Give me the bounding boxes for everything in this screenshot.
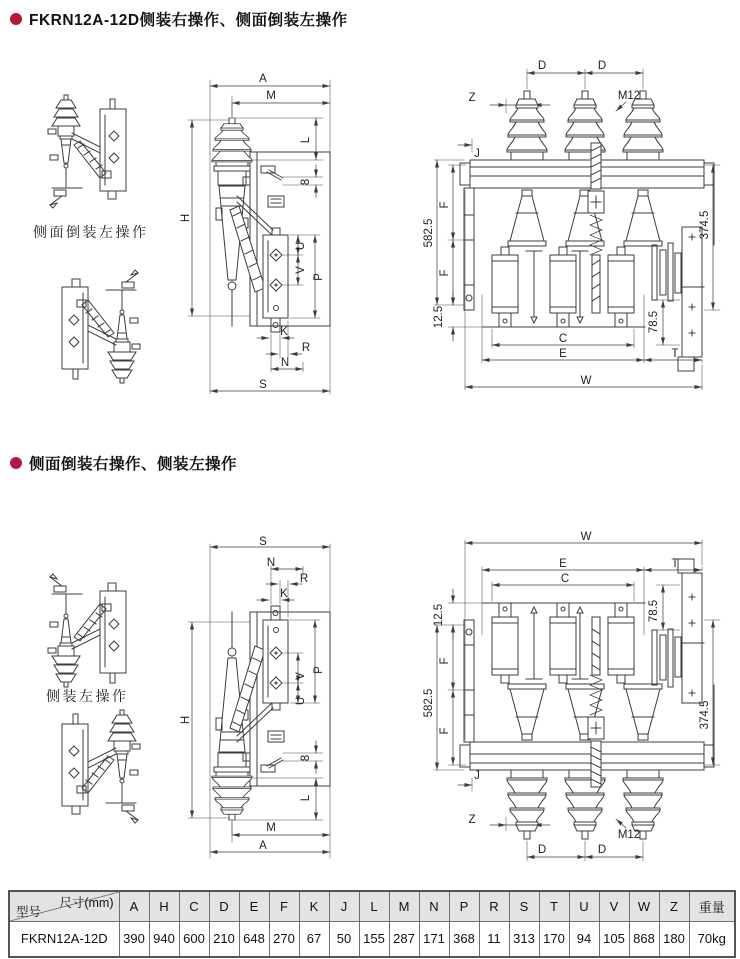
value-cell: 11 <box>479 921 509 957</box>
section1-title-row <box>10 8 348 30</box>
side-label-1: 侧面倒装左操作 <box>33 224 149 240</box>
value-cell: 67 <box>299 921 329 957</box>
value-cell: 170 <box>539 921 569 957</box>
drawing-front-view-2 <box>420 525 740 875</box>
col-header: V <box>599 891 629 921</box>
corner-label-size: 尺寸(mm) <box>59 896 114 910</box>
dim-label-78: 78.5 <box>648 310 660 334</box>
value-cell: 270 <box>269 921 299 957</box>
value-cell: 94 <box>569 921 599 957</box>
value-cell: 313 <box>509 921 539 957</box>
col-header: N <box>419 891 449 921</box>
value-cell: 70kg <box>689 921 735 957</box>
dim-label-D: D <box>597 60 607 72</box>
dim-label-Z: Z <box>468 814 476 826</box>
table-corner-cell <box>9 891 119 921</box>
dim-label-T: T <box>671 348 679 360</box>
col-header: E <box>239 891 269 921</box>
dim-label-F: F <box>439 201 451 209</box>
dim-label-K: K <box>280 588 288 600</box>
value-cell: 648 <box>239 921 269 957</box>
dim-label-F: F <box>439 657 451 665</box>
value-cell: 105 <box>599 921 629 957</box>
sketch-mounted-left-bottom <box>40 710 150 845</box>
dim-label-C: C <box>558 333 568 345</box>
dim-label-S: S <box>259 379 267 391</box>
dim-label-F: F <box>439 727 451 735</box>
value-cell: 50 <box>329 921 359 957</box>
value-cell: 210 <box>209 921 239 957</box>
col-header: K <box>299 891 329 921</box>
section2-title-row <box>10 452 237 474</box>
dim-label-12-5: 12.5 <box>433 305 445 329</box>
dim-label-D: D <box>537 60 547 72</box>
dim-label-K: K <box>280 326 288 338</box>
value-cell: 171 <box>419 921 449 957</box>
dim-label-M12: M12 <box>617 90 641 102</box>
dim-label-E: E <box>559 558 567 570</box>
dimension-table <box>8 890 736 958</box>
dim-label-V: V <box>295 672 307 680</box>
dim-label-P: P <box>313 273 325 281</box>
dim-label-E: E <box>559 348 567 360</box>
dim-label-C: C <box>560 573 570 585</box>
dim-label-H: H <box>180 213 192 223</box>
value-cell: 287 <box>389 921 419 957</box>
dim-label-U: U <box>295 241 307 251</box>
dim-label-W: W <box>580 531 592 543</box>
dim-label-A: A <box>259 73 267 85</box>
dim-label-F: F <box>439 269 451 277</box>
col-header: W <box>629 891 659 921</box>
value-cell: 180 <box>659 921 689 957</box>
sketch-inverted-left-bottom <box>40 248 150 383</box>
dim-label-M12: M12 <box>617 829 641 841</box>
section2-title: 侧面倒装右操作、侧装左操作 <box>29 456 238 473</box>
table-row <box>9 921 735 957</box>
section1-title: FKRN12A-12D侧装右操作、侧面倒装左操作 <box>29 12 348 29</box>
dim-label-582: 582.5 <box>423 688 435 718</box>
dim-label-U: U <box>295 696 307 706</box>
value-cell: 390 <box>119 921 149 957</box>
col-header: H <box>149 891 179 921</box>
col-header: C <box>179 891 209 921</box>
dim-label-T: T <box>671 558 679 570</box>
drawing-side-view-2 <box>180 536 348 880</box>
dim-label-Z: Z <box>468 92 476 104</box>
dim-label-L: L <box>300 794 312 802</box>
col-header: L <box>359 891 389 921</box>
dim-label-R: R <box>299 573 309 585</box>
value-cell: 368 <box>449 921 479 957</box>
value-cell: 600 <box>179 921 209 957</box>
value-cell: 868 <box>629 921 659 957</box>
drawing-side-view-1 <box>180 58 348 398</box>
col-header: 重量 <box>689 891 735 921</box>
sketch-inverted-left-top <box>38 95 148 230</box>
dim-label-H: H <box>180 715 192 725</box>
table-header-row <box>9 891 735 921</box>
section-bullet <box>10 13 22 25</box>
side-label-2: 侧装左操作 <box>46 688 129 704</box>
col-header: D <box>209 891 239 921</box>
value-cell: 155 <box>359 921 389 957</box>
dim-label-78: 78.5 <box>648 599 660 623</box>
dim-label-S: S <box>259 536 267 548</box>
col-header: M <box>389 891 419 921</box>
col-header: P <box>449 891 479 921</box>
col-header: S <box>509 891 539 921</box>
dim-label-N: N <box>266 557 276 569</box>
dim-label-A: A <box>259 840 267 852</box>
dim-label-374: 374.5 <box>699 210 711 240</box>
dim-label-M: M <box>266 90 276 102</box>
dim-label-R: R <box>301 342 311 354</box>
dim-label-M: M <box>266 822 276 834</box>
section-bullet <box>10 457 22 469</box>
dim-label-8: 8 <box>300 754 312 762</box>
col-header: R <box>479 891 509 921</box>
dim-label-8: 8 <box>300 178 312 186</box>
col-header: J <box>329 891 359 921</box>
dim-label-J: J <box>474 770 480 782</box>
sketch-mounted-left-top <box>38 552 148 687</box>
col-header: A <box>119 891 149 921</box>
dim-label-L: L <box>300 136 312 144</box>
dim-label-D: D <box>597 844 607 856</box>
dim-label-W: W <box>580 375 592 387</box>
model-cell: FKRN12A-12D <box>9 921 119 957</box>
dim-label-N: N <box>280 357 290 369</box>
col-header: F <box>269 891 299 921</box>
dim-label-12-5: 12.5 <box>433 603 445 627</box>
dim-label-P: P <box>313 666 325 674</box>
dim-label-582: 582.5 <box>423 218 435 248</box>
dim-label-V: V <box>295 266 307 274</box>
value-cell: 940 <box>149 921 179 957</box>
dim-label-J: J <box>474 148 480 160</box>
col-header: U <box>569 891 599 921</box>
col-header: Z <box>659 891 689 921</box>
drawing-front-view-1 <box>420 55 740 405</box>
col-header: T <box>539 891 569 921</box>
dim-label-D: D <box>537 844 547 856</box>
corner-label-model: 型号 <box>16 904 42 919</box>
dim-label-374: 374.5 <box>699 700 711 730</box>
